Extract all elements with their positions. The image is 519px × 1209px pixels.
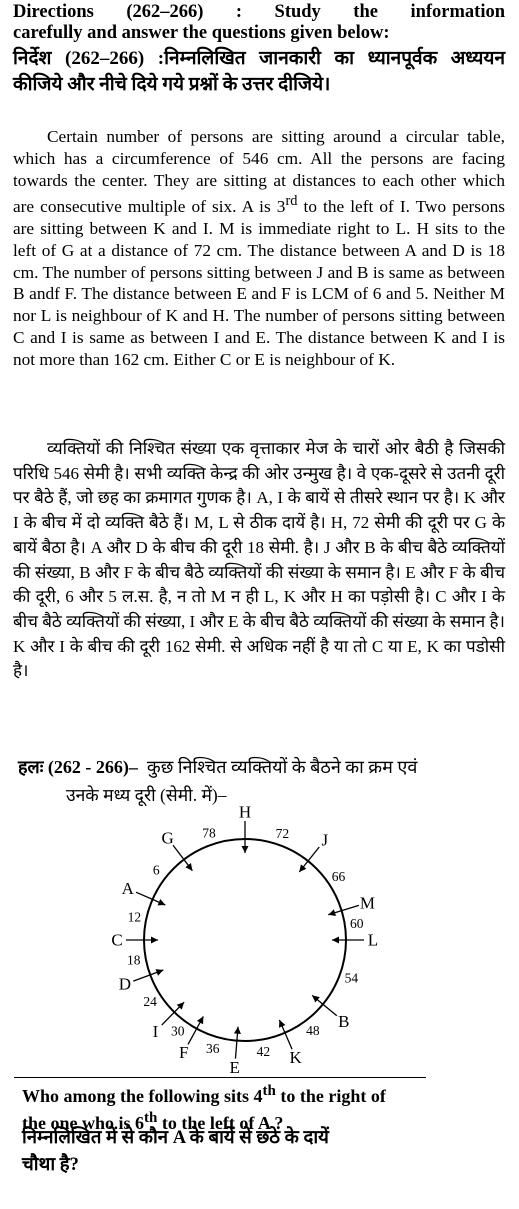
question-en-line2-part2: to the left of A ? [157,1113,284,1133]
directions-en-line1: Directions (262–266) : Study the information [13,2,505,22]
distance-label: 42 [256,1043,271,1059]
question-en-sup: th [262,1083,276,1099]
distance-label: 72 [275,825,290,841]
round-table [144,839,346,1041]
question-en-part2: to the right of [275,1086,386,1106]
seating-diagram [0,795,519,1078]
passage-en-part2: to the left of I. Two persons are sitting between K and I. M is immediate right to L. H sits to the left of G at a distance of 72 cm. The distance between A and D is 18 cm. The number of persons sitting between J and B is same as between B andf F. The distance between E and F is LCM of 6 and 5. Neither M nor L is neighbour of K and H. The number of persons sitting between C and I is same as between I and E. The distance between K and I is not more than 162 cm. Either C or E is neighbour of K. [13,197,505,369]
distance-label: 36 [205,1040,220,1056]
person-label: B [338,1011,350,1031]
solution-label: हलः [18,757,44,777]
question-hi-line1: निम्नलिखित में से कौन A के बायें से छठे के दायें [22,1128,329,1148]
persons-layer [111,803,378,1078]
person-label: I [152,1021,159,1041]
distance-label: 54 [344,970,359,986]
person-l [332,931,378,950]
directions-en-line2: carefully and answer the questions given below: [13,23,390,43]
person-label: E [229,1058,240,1078]
separator-line [14,1077,426,1078]
solution-caption2: उनके मध्य दूरी (सेमी. में)– [66,785,227,805]
solution-heading [18,755,417,779]
directions-en [13,2,505,44]
person-label: H [238,802,252,822]
distance-label: 24 [143,993,157,1009]
person-label: D [118,974,132,994]
directions-hi: निर्देश (262–266) :निम्नलिखित जानकारी का ध्यानपूर्वक अध्ययन कीजिये और नीचे दिये गये प्रश्नों के उत्तर दीजिये। [13,48,505,95]
distance-label: 66 [331,869,346,885]
question-hi-line2: चौथा है? [22,1155,79,1175]
person-label: J [321,830,329,850]
person-a [122,879,166,905]
arrowhead [299,864,306,872]
solution-caption1: कुछ निश्चित व्यक्तियों के बैठने का क्रम एवं [146,757,418,777]
passage-en [13,126,505,371]
person-label: C [111,930,123,950]
arrowhead [332,937,339,944]
distance-label: 48 [306,1022,320,1038]
distance-label: 30 [171,1023,185,1039]
arrowhead [151,937,158,944]
passage-en-part1: Certain number of persons are sitting around a circular table, which has a circumference of 546 cm. All the persons are facing towards the center. They are sitting at distances to each other which are consecutive multiple of six. A is 3 [13,127,505,217]
person-label: K [289,1048,302,1068]
passage-hi: व्यक्तियों की निश्चित संख्या एक वृत्ताकार मेज के चारों ओर बैठी है जिसकी परिधि 546 सेमी है। सभी व्यक्ति केन्द्र की ओर उन्मुख है। वे एक-दूसरे से उतनी दूरी पर बैठे हैं, जो छह का क्रमागत गुणक है। A, I के बायें से तीसरे स्थान पर है। K और I के बीच में दो व्यक्ति बैठे हैं। M, L से ठीक दायें है। H, 72 सेमी की दूरी पर G के बायें बैठा है। A और D के बीच की दूरी 18 सेमी. है। J और B के बीच बैठे व्यक्तियों की संख्या, B और F के बीच बैठे व्यक्तियों की संख्या के समान है। E और F के बीच की दूरी, 6 और 5 ल.स. है, न तो M न ही L, K और H का पड़ोसी है। C और I के बीच बैठे व्यक्तियों की संख्या, I और E के बीच बैठे व्यक्तियों की संख्या के समान है। K और I के बीच की दूरी 162 सेमी. से अधिक नहीं है या तो C या E, K का पडोसी है। [13,439,505,681]
person-label: F [178,1042,189,1062]
arrowhead [234,1027,241,1034]
passage-en-sup: rd [285,193,298,210]
arrowhead [185,863,192,871]
distance-label: 6 [152,862,160,878]
person-e [230,1027,241,1077]
person-k [279,1020,303,1067]
distance-label: 60 [350,915,364,931]
question-en-line2-part1: the one who is 6 [22,1113,145,1133]
person-h [239,803,251,854]
question-hi [22,1125,329,1179]
person-c [111,931,158,950]
distance-label: 78 [202,825,216,841]
person-label: M [359,893,376,913]
distance-label: 18 [127,952,141,968]
question-en-line2-sup: th [144,1110,158,1126]
person-label: L [367,930,379,950]
distance-label: 12 [127,909,142,925]
solution-range: (262 - 266)– [47,757,138,777]
question-en-part1: Who among the following sits 4 [22,1086,263,1106]
arrowhead [242,846,249,853]
person-label: A [121,879,134,899]
person-label: G [161,828,174,848]
